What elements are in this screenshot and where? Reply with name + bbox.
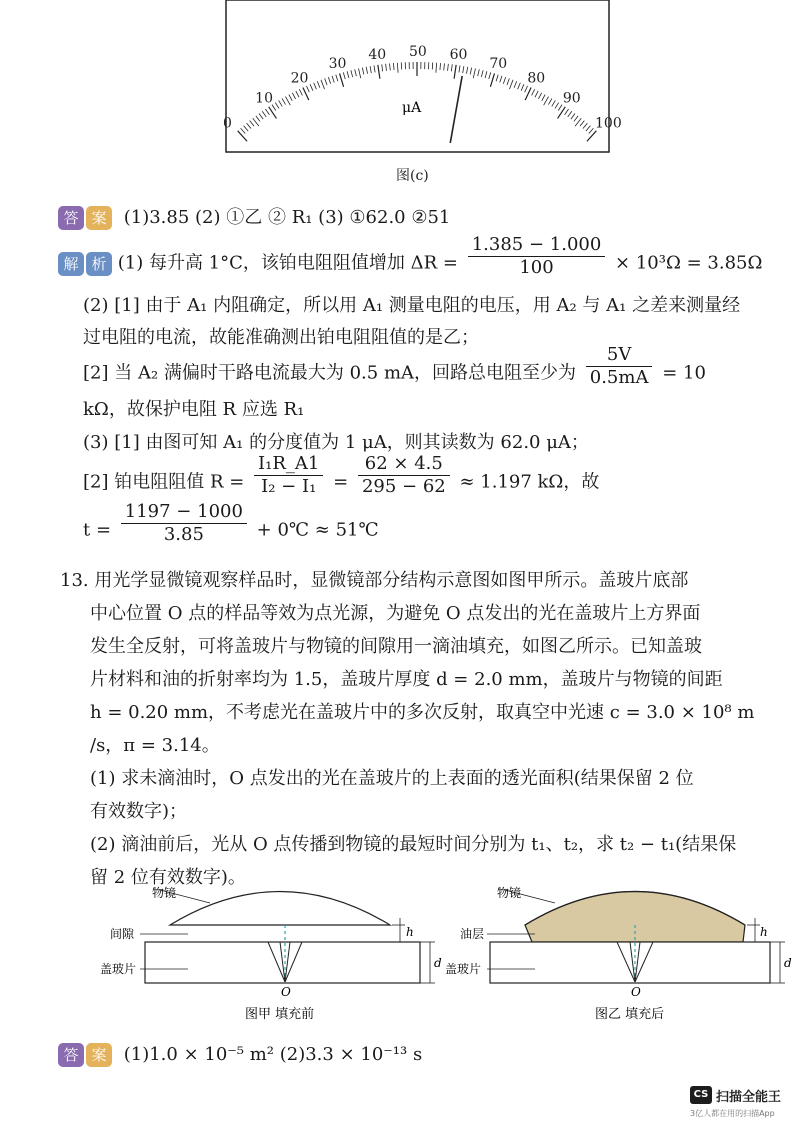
scale-label: 20 [290, 70, 309, 87]
analysis-badge-1: 解 [58, 252, 84, 276]
scale-tick [463, 66, 464, 73]
scale-tick [586, 126, 591, 131]
scale-label: 100 [595, 115, 622, 132]
camscanner-watermark [690, 1086, 795, 1126]
scale-tick [587, 131, 596, 141]
scale-tick [366, 67, 367, 74]
analysis-line-8 [83, 501, 379, 546]
scale-tick [241, 128, 246, 133]
scale-tick [378, 65, 380, 79]
scale-tick [340, 73, 344, 86]
scale-tick [558, 107, 566, 119]
scale-tick [292, 93, 295, 99]
figure-yi-after-fill [445, 878, 795, 1028]
q13-line: 片材料和油的折射率均为 1.5，盖玻片厚度 d = 2.0 mm，盖玻片与物镜的间距 [90, 669, 723, 690]
scale-tick [485, 71, 487, 78]
scale-tick [575, 118, 581, 126]
scale-tick [544, 97, 549, 106]
figure-c-caption: 图(c) [396, 168, 429, 184]
fraction-numerator: 1.385 − 1.000 [468, 234, 606, 257]
scale-tick [397, 63, 398, 73]
scale-tick [321, 80, 325, 89]
scale-tick [256, 116, 260, 122]
fraction-numerator: 62 × 4.5 [358, 453, 450, 476]
scale-tick [583, 123, 587, 128]
scale-tick [580, 121, 584, 126]
scale-tick [317, 81, 320, 87]
analysis-1-post: × 10³Ω = 3.85Ω [615, 252, 763, 274]
scale-tick [390, 63, 391, 70]
scale-tick [370, 66, 371, 73]
scale-tick [448, 64, 449, 71]
scale-tick [503, 77, 505, 84]
analysis-line-4 [83, 344, 706, 389]
point-o-label: O [281, 985, 291, 999]
scale-tick [451, 64, 452, 71]
scale-tick [328, 77, 330, 84]
scale-tick [548, 98, 552, 104]
scale-tick [355, 69, 357, 76]
analysis-badge-2: 析 [86, 252, 112, 276]
objective-lens [170, 892, 390, 926]
scale-tick [343, 72, 345, 79]
d-label: d [784, 956, 792, 970]
scale-label: 90 [562, 90, 581, 107]
scale-tick [359, 68, 361, 78]
scale-tick [542, 95, 545, 101]
objective-label: 物镜 [152, 886, 177, 900]
scale-tick [440, 63, 441, 70]
q13-line: (1) 求未滴油时，O 点发出的光在盖玻片的上表面的透光面积(结果保留 2 位 [90, 768, 694, 789]
analysis-8-post: + 0℃ ≈ 51℃ [256, 519, 379, 541]
scale-tick [535, 91, 538, 97]
scale-tick [500, 76, 502, 83]
scale-label: 0 [222, 115, 232, 132]
cs-logo-icon: CS [690, 1086, 712, 1104]
scale-tick [279, 100, 283, 106]
coverslip-label: 盖玻片 [100, 962, 137, 976]
scale-tick [314, 83, 317, 89]
fraction-numerator: I₁R_A1 [254, 453, 323, 476]
scale-tick [332, 76, 334, 83]
scale-tick [552, 100, 556, 106]
scale-tick [518, 83, 521, 89]
oil-label: 油层 [460, 927, 485, 941]
scale-tick [574, 116, 578, 122]
watermark-name: 扫描全能王 [716, 1090, 782, 1105]
scale-tick [514, 81, 517, 87]
fraction-denominator: 0.5mA [589, 367, 649, 388]
fraction-numerator: 5V [586, 344, 653, 367]
scale-label: 70 [489, 55, 508, 72]
scale-tick [382, 64, 383, 71]
scale-tick [489, 72, 491, 79]
scale-tick [265, 109, 269, 115]
figure-yi-caption: 图乙 填充后 [595, 1007, 665, 1022]
scale-tick [336, 75, 338, 82]
fraction-numerator: 1197 − 1000 [121, 501, 247, 524]
scale-label: 40 [368, 46, 387, 63]
analysis-8-pre: t = [83, 519, 112, 541]
scale-tick [525, 86, 528, 92]
scale-tick [238, 131, 247, 141]
scale-tick [244, 126, 249, 131]
scale-tick [558, 105, 562, 111]
scale-tick [262, 111, 266, 117]
objective-label: 物镜 [497, 886, 522, 900]
q13-line: 留 2 位有效数字)。 [90, 867, 246, 888]
analysis-line-3: 过电阻的电流，故能准确测出铂电阻阻值的是乙； [83, 327, 479, 348]
q13-line: 中心位置 O 点的样品等效为点光源，为避免 O 点发出的光在盖玻片上方界面 [90, 603, 701, 624]
fraction-denominator: 295 − 62 [361, 476, 446, 497]
scale-tick [374, 65, 375, 72]
analysis-7-pre: [2] 铂电阻阻值 R = [83, 471, 245, 493]
scale-tick [478, 69, 480, 76]
scale-tick [347, 71, 349, 78]
coverslip-label: 盖玻片 [445, 962, 482, 976]
scale-tick [568, 111, 572, 117]
scale-tick [259, 114, 263, 120]
h-label: h [760, 925, 768, 939]
scale-tick [509, 80, 513, 89]
answer-row-2 [58, 1042, 422, 1068]
point-o-label: O [631, 985, 641, 999]
scale-tick [454, 65, 456, 79]
answer-badge-2: 案 [86, 1043, 112, 1067]
scale-tick [289, 95, 292, 101]
q13-line: 13. 用光学显微镜观察样品时，显微镜部分结构示意图如图甲所示。盖玻片底部 [60, 570, 689, 591]
scale-tick [296, 91, 299, 97]
fraction-denominator: I₂ − I₁ [261, 476, 317, 497]
scale-tick [481, 70, 483, 77]
scale-tick [466, 67, 467, 74]
scale-tick [532, 89, 535, 95]
scale-label: 30 [328, 55, 347, 72]
figure-jia-caption: 图甲 填充前 [245, 1007, 315, 1022]
scale-tick [386, 64, 387, 71]
scale-tick [299, 89, 302, 95]
scale-label: 80 [527, 70, 546, 87]
scale-tick [285, 97, 290, 106]
scale-tick [490, 73, 494, 86]
q13-line: (2) 滴油前后，光从 O 点传播到物镜的最短时间分别为 t₁、t₂，求 t₂ − t₁(结果保 [90, 834, 737, 855]
scale-tick [275, 103, 279, 109]
oil-layer [525, 892, 745, 943]
ammeter-dial-figure [222, 0, 622, 155]
q13-line: 发生全反射，可将盖玻片与物镜的间隙用一滴油填充，如图乙所示。已知盖玻 [90, 636, 702, 657]
scale-tick [473, 68, 475, 78]
scale-tick [269, 107, 277, 119]
scale-label: 10 [255, 90, 273, 107]
scale-tick [444, 63, 445, 70]
h-label: h [406, 925, 414, 939]
scale-tick [351, 70, 353, 77]
analysis-line-2: (2) [1] 由于 A₁ 内阻确定，所以用 A₁ 测量电阻的电压，用 A₂ 与 A₁ 之差来测量经 [83, 295, 741, 316]
scale-tick [362, 68, 363, 75]
analysis-line-1 [58, 234, 763, 279]
scale-tick [538, 93, 541, 99]
scale-label: 50 [409, 44, 427, 60]
scale-tick [507, 78, 509, 85]
scale-tick [247, 123, 251, 128]
scale-tick [565, 109, 569, 115]
answer-badge-2: 案 [86, 206, 112, 230]
scale-tick [436, 63, 437, 73]
unit-label: μA [402, 100, 422, 116]
answer-row-1 [58, 205, 450, 231]
answer-badge-1: 答 [58, 1043, 84, 1067]
scale-tick [325, 78, 327, 85]
scale-tick [393, 63, 394, 70]
d-label: d [434, 956, 442, 970]
q13-line: 有效数字)； [90, 801, 188, 822]
meter-needle [450, 76, 462, 143]
answer-2-text: (1)1.0 × 10⁻⁵ m² (2)3.3 × 10⁻¹³ s [123, 1044, 423, 1065]
analysis-1-pre: (1) 每升高 1°C，该铂电阻阻值增加 ΔR = [117, 252, 458, 274]
gap-label: 间隙 [110, 927, 135, 941]
analysis-7-eq: = [333, 471, 349, 493]
scale-tick [282, 98, 286, 104]
fraction-denominator: 3.85 [163, 524, 204, 545]
analysis-line-6: (3) [1] 由图可知 A₁ 的分度值为 1 μA，则其读数为 62.0 μA； [83, 432, 589, 453]
figure-jia-before-fill [100, 878, 445, 1028]
fraction-denominator: 100 [519, 257, 554, 278]
analysis-4-pre: [2] 当 A₂ 满偏时干路电流最大为 0.5 mA，回路总电阻至少为 [83, 362, 577, 384]
watermark-tagline: 3亿人都在用的扫描App [690, 1109, 775, 1118]
scale-tick [306, 86, 309, 92]
scale-tick [310, 84, 313, 90]
analysis-line-5: kΩ，故保护电阻 R 应选 R₁ [83, 399, 305, 420]
scale-tick [571, 114, 575, 120]
analysis-4-post: = 10 [662, 362, 706, 384]
scale-tick [496, 75, 498, 82]
q13-line: h = 0.20 mm，不考虑光在盖玻片中的多次反射，取真空中光速 c = 3.0 × 10⁸ m [90, 702, 755, 723]
answer-badge-1: 答 [58, 206, 84, 230]
analysis-7-post: ≈ 1.197 kΩ，故 [459, 471, 600, 493]
scale-tick [459, 65, 460, 72]
scale-tick [589, 128, 594, 133]
scale-tick [521, 84, 524, 90]
scale-tick [555, 103, 559, 109]
answer-1-text: (1)3.85 (2) ①乙 ② R₁ (3) ①62.0 ②51 [123, 207, 451, 228]
q13-line: /s，π = 3.14。 [90, 735, 220, 756]
coverslip-rect [490, 942, 770, 983]
scale-tick [253, 118, 259, 126]
scale-tick [470, 68, 471, 75]
scale-label: 60 [449, 46, 468, 63]
scale-tick [250, 121, 254, 126]
